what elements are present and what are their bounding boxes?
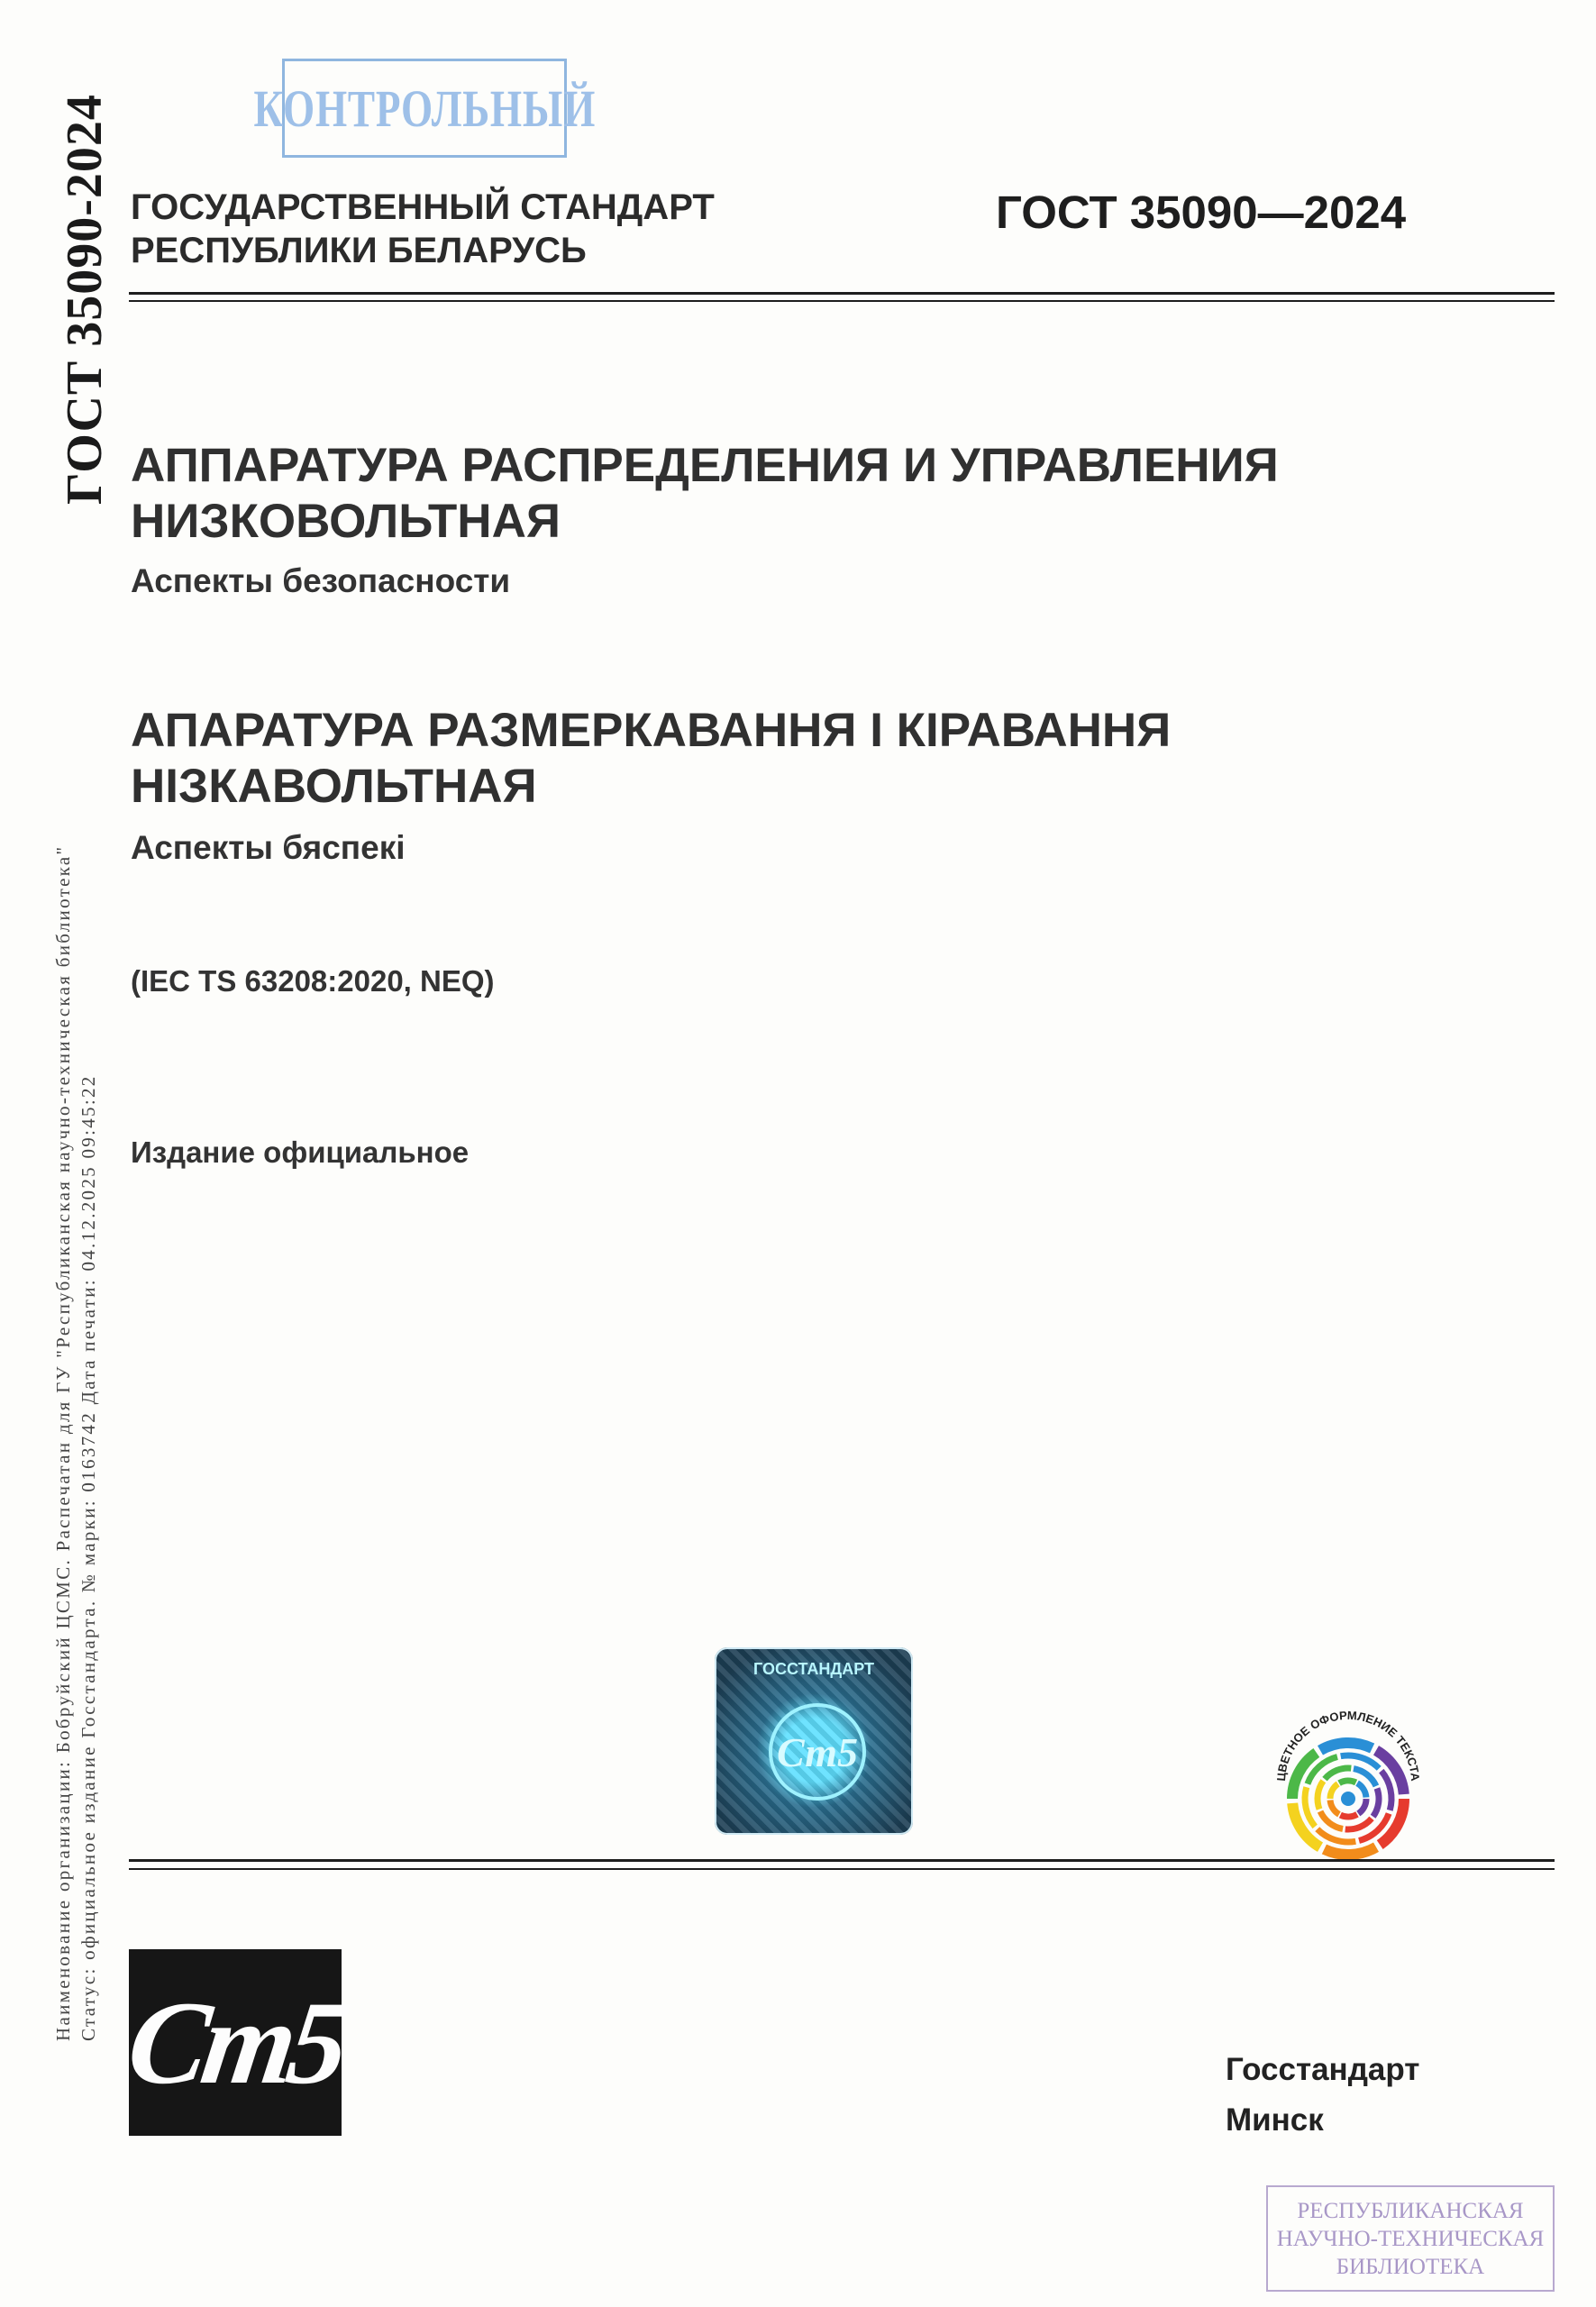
subtitle-russian: Аспекты безопасности (131, 562, 511, 599)
top-rule-thin (129, 300, 1555, 302)
color-ring-segment (1339, 1781, 1356, 1783)
color-ring-segment (1345, 1819, 1372, 1829)
hologram-label: ГОССТАНДАРТ (753, 1660, 874, 1678)
title-belarusian (131, 703, 1171, 815)
color-badge-label: ЦВЕТНОЕ ОФОРМЛЕНИЕ ТЕКСТА (1273, 1708, 1423, 1782)
subtitle-belarusian: Аспекты бяспекі (131, 829, 406, 866)
library-stamp (1266, 2185, 1555, 2292)
color-ring-segment (1330, 1801, 1339, 1815)
title-russian (131, 438, 1279, 550)
iec-reference: (IEC TS 63208:2020, NEQ) (131, 964, 495, 998)
color-ring-segment (1318, 1781, 1323, 1809)
publisher-city: Минск (1226, 2102, 1324, 2138)
hologram-logo-icon: Ст5 (769, 1703, 866, 1801)
edition-label: Издание официальное (131, 1135, 470, 1169)
color-ring-segment (1324, 1847, 1376, 1855)
spine-org-line: Наименование организации: Бобруйский ЦСМС. Распечатан для ГУ "Республиканская научно-техническая библиотека" (52, 844, 74, 2041)
library-stamp-line3: БИБЛИОТЕКА (1336, 2254, 1485, 2279)
color-ring-segment (1325, 1768, 1351, 1779)
control-stamp (253, 59, 596, 158)
title-ru-line1: АППАРАТУРА РАСПРЕДЕЛЕНИЯ И УПРАВЛЕНИЯ (131, 439, 1279, 492)
color-ring-segment (1330, 1784, 1338, 1799)
spine-title: ГОСТ 35090-2024 (57, 94, 113, 505)
color-ring-segment (1320, 1743, 1373, 1750)
color-ring-segment (1340, 1814, 1357, 1817)
color-ring-segment (1305, 1787, 1315, 1827)
spine-status-line: Статус: официальное издание Госстандарта. № марки: 0163742 Дата печати: 04.12.2025 09:45:22 (78, 1074, 99, 2041)
color-ring-segment (1358, 1799, 1366, 1813)
library-stamp-line2: НАУЧНО-ТЕХНИЧЕСКАЯ (1276, 2226, 1545, 2251)
color-ring-center (1341, 1792, 1355, 1806)
bottom-rule-thin (129, 1868, 1555, 1870)
logo-mark: Ст5 (120, 1976, 351, 2109)
publisher-name: Госстандарт (1226, 2052, 1420, 2087)
color-ring-segment (1373, 1788, 1379, 1816)
top-rule-thick (129, 292, 1555, 295)
standard-code: ГОСТ 35090—2024 (996, 187, 1407, 238)
header-organization (131, 186, 715, 272)
header-org-line1: ГОСУДАРСТВЕННЫЙ СТАНДАРТ (131, 187, 715, 227)
color-ring-segment (1382, 1771, 1391, 1810)
title-by-line2: НІЗКАВОЛЬТНАЯ (131, 760, 537, 813)
title-by-line1: АПАРАТУРА РАЗМЕРКАВАННЯ І КІРАВАННЯ (131, 704, 1172, 757)
control-stamp-label: КОНТРОЛЬНЫЙ (253, 78, 596, 138)
bottom-rule-thick (129, 1859, 1555, 1862)
color-ring-segment (1357, 1783, 1366, 1798)
title-ru-line2: НИЗКОВОЛЬТНАЯ (131, 495, 561, 548)
header-org-line2: РЕСПУБЛИКИ БЕЛАРУСЬ (131, 231, 587, 270)
color-text-badge-icon (1258, 1692, 1438, 1873)
side-spine (0, 0, 113, 2307)
hologram-sticker (715, 1647, 913, 1835)
color-ring-segment (1320, 1811, 1343, 1828)
library-stamp-line1: РЕСПУБЛИКАНСКАЯ (1297, 2198, 1524, 2223)
gosstandart-logo (120, 1949, 351, 2136)
color-ring-segment (1354, 1769, 1376, 1786)
